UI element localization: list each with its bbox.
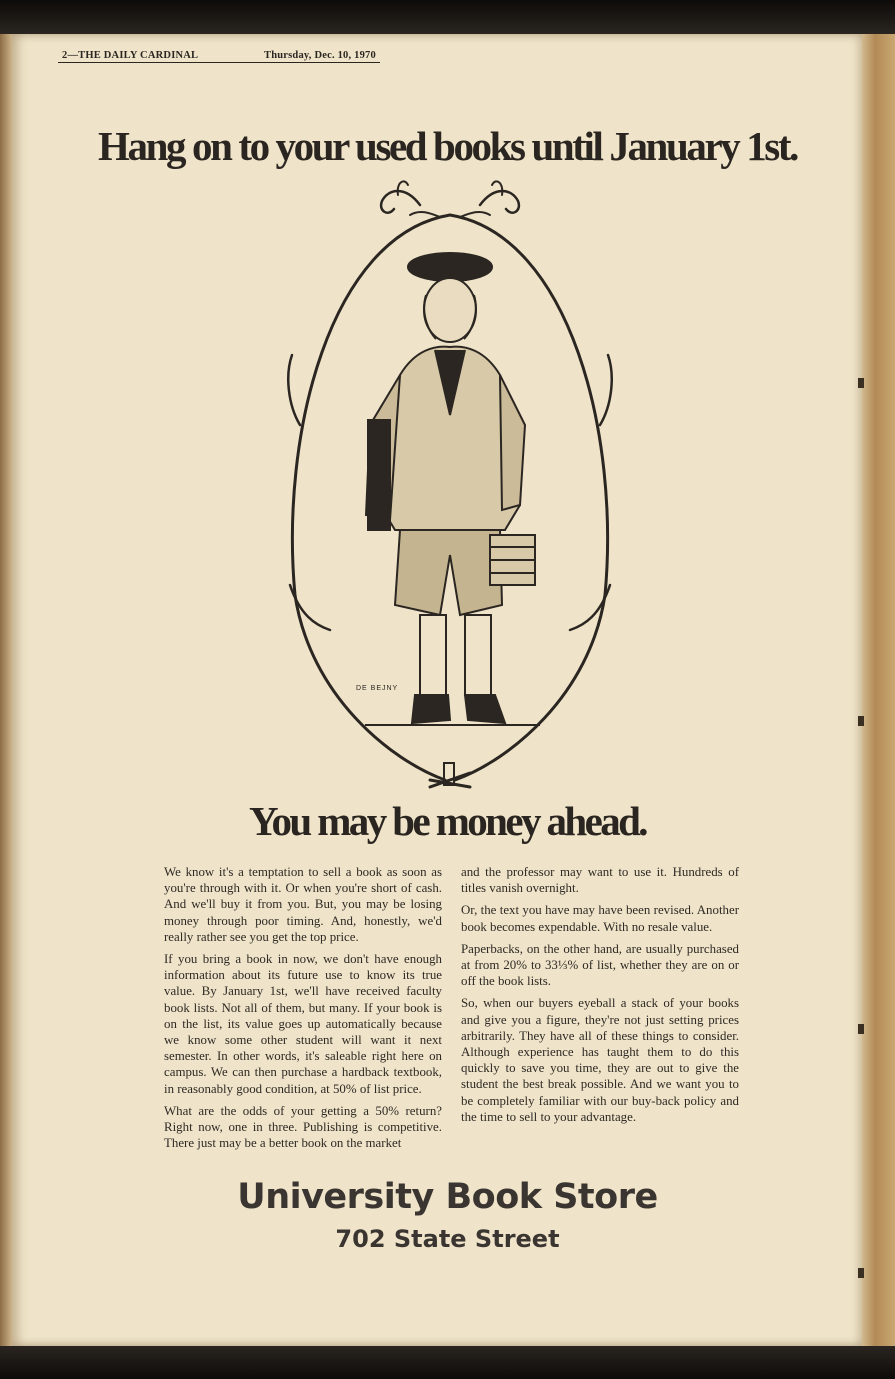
publication-name: 2—THE DAILY CARDINAL bbox=[62, 50, 199, 61]
body-paragraph: and the professor may want to use it. Hundreds of titles vanish overnight. bbox=[461, 865, 739, 896]
body-paragraph: What are the odds of your getting a 50% return? Right now, one in three. Publishing is competitive. There just may be a better book on the market bbox=[164, 1103, 442, 1151]
body-paragraph: Paperbacks, on the other hand, are usually purchased at from 20% to 33⅓% of list, whether they are on or off the book lists. bbox=[461, 941, 739, 989]
body-paragraph: Or, the text you have may have been revised. Another book becomes expendable. With no resale value. bbox=[461, 903, 739, 934]
page-tab-marker bbox=[858, 716, 864, 726]
page-tab-marker bbox=[858, 1268, 864, 1278]
ad-subhead: You may be money ahead. bbox=[249, 798, 646, 844]
illustration-signature: DE BEJNY bbox=[356, 685, 399, 692]
body-column-left bbox=[164, 864, 442, 1157]
header-rule bbox=[58, 62, 380, 63]
body-paragraph: So, when our buyers eyeball a stack of your books and give you a figure, they're not just setting prices arbitrarily. They have all of these things to consider. Although experience has taught them to do this quickly to save you time, they are out to give the student the best break possible. And we want you to be completely familiar with our buy-back policy and the time to sell to your advantage. bbox=[461, 996, 739, 1124]
issue-date: Thursday, Dec. 10, 1970 bbox=[264, 50, 376, 61]
store-name: University Book Store bbox=[237, 1177, 658, 1217]
schoolboy-illustration bbox=[270, 175, 630, 795]
body-paragraph: If you bring a book in now, we don't have enough information about its future use to know its true value. By January 1st, we'll have received faculty book lists. Not all of them, but many. If your book is on the list, its value goes up automatically because we know some other student will want it next semester. In other words, it's saleable right here on campus. We can then purchase a hardback textbook, in reasonably good condition, at 50% of list price. bbox=[164, 952, 442, 1096]
page-tab-marker bbox=[858, 1024, 864, 1034]
ad-headline: Hang on to your used books until January 1st. bbox=[98, 123, 797, 169]
page-tab-marker bbox=[858, 378, 864, 388]
store-address: 702 State Street bbox=[335, 1225, 560, 1253]
body-column-right bbox=[461, 864, 739, 1131]
page-binding-edge bbox=[0, 34, 12, 1346]
body-paragraph: We know it's a temptation to sell a book as soon as you're through with it. Or when you're short of cash. And we'll buy it from you. But, you may be losing money through poor timing. And, honestly, we'd really rather see you get the top price. bbox=[164, 865, 442, 944]
adjacent-page-edge bbox=[862, 34, 895, 1346]
scan-border-bottom bbox=[0, 1346, 895, 1379]
scan-border-top bbox=[0, 0, 895, 34]
